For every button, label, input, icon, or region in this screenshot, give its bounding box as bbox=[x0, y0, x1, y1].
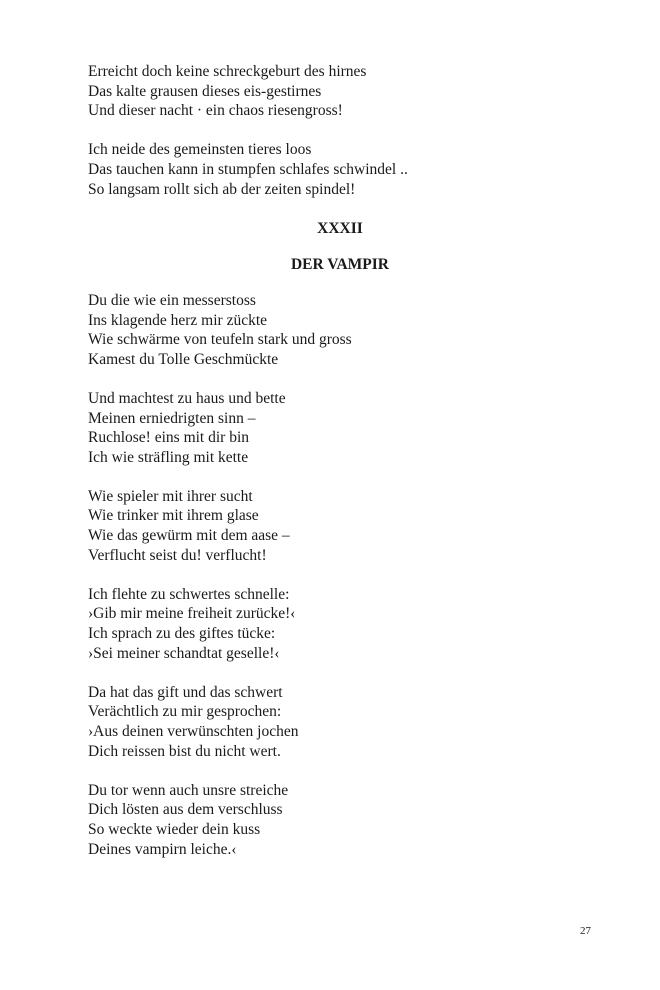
verse-line: ›Aus deinen verwünschten jochen bbox=[88, 723, 299, 740]
verse-line: Ruchlose! eins mit dir bin bbox=[88, 429, 250, 447]
verse-line: Verflucht seist du! verflucht! bbox=[88, 546, 267, 564]
verse-line: Kamest du Tolle Geschmückte bbox=[88, 350, 279, 368]
poem-stanza bbox=[88, 389, 588, 467]
verse-line: Ich wie sträfling mit kette bbox=[88, 448, 249, 466]
page-number: 27 bbox=[580, 925, 591, 937]
poem-title: DER VAMPIR bbox=[290, 256, 390, 274]
poem-stanza bbox=[88, 781, 588, 859]
poem-stanza bbox=[88, 291, 588, 369]
verse-line: ›Gib mir meine freiheit zurücke!‹ bbox=[88, 605, 296, 623]
verse-line: Erreicht doch keine schreckgeburt des hirnes bbox=[88, 63, 367, 80]
verse-line: Deines vampirn leiche.‹ bbox=[88, 840, 237, 858]
verse-line: Und dieser nacht · ein chaos riesengross! bbox=[88, 102, 343, 120]
verse-line: Ich flehte zu schwertes schnelle: bbox=[88, 585, 290, 603]
verse-line: Wie schwärme von teufeln stark und gross bbox=[88, 331, 352, 349]
verse-line: Das tauchen kann in stumpfen schlafes schwindel .. bbox=[88, 160, 408, 178]
verse-line: Du tor wenn auch unsre streiche bbox=[88, 781, 289, 799]
verse-line: Ins klagende herz mir zückte bbox=[88, 311, 268, 329]
verse-line: Wie das gewürm mit dem aase – bbox=[88, 527, 290, 545]
verse-line: Ich neide des gemeinsten tieres loos bbox=[88, 141, 312, 159]
verse-line: Meinen erniedrigten sinn – bbox=[88, 409, 256, 427]
poem-stanza bbox=[88, 585, 588, 663]
verse-line: Wie trinker mit ihrem glase bbox=[88, 507, 259, 525]
verse-line: Das kalte grausen dieses eis-gestirnes bbox=[88, 82, 322, 100]
verse-line: Wie spieler mit ihrer sucht bbox=[88, 487, 253, 505]
verse-line: So langsam rollt sich ab der zeiten spindel! bbox=[88, 180, 356, 198]
verse-line: Da hat das gift und das schwert bbox=[88, 683, 283, 701]
poem-stanza bbox=[88, 487, 588, 565]
verse-line: Ich sprach zu des giftes tücke: bbox=[88, 625, 276, 643]
poem-number: XXXII bbox=[317, 219, 363, 237]
verse-line: Dich reissen bist du nicht wert. bbox=[88, 742, 281, 760]
page-text bbox=[88, 62, 588, 879]
poem-stanza bbox=[88, 683, 588, 761]
verse-line: So weckte wieder dein kuss bbox=[88, 820, 261, 838]
verse-line: Du die wie ein messerstoss bbox=[88, 291, 256, 309]
intro-stanza bbox=[88, 62, 588, 121]
verse-line: Dich lösten aus dem verschluss bbox=[88, 801, 283, 819]
verse-line: Und machtest zu haus und bette bbox=[88, 389, 286, 407]
intro-stanza bbox=[88, 140, 588, 199]
verse-line: Verächtlich zu mir gesprochen: bbox=[88, 703, 282, 721]
verse-line: ›Sei meiner schandtat geselle!‹ bbox=[88, 644, 280, 662]
